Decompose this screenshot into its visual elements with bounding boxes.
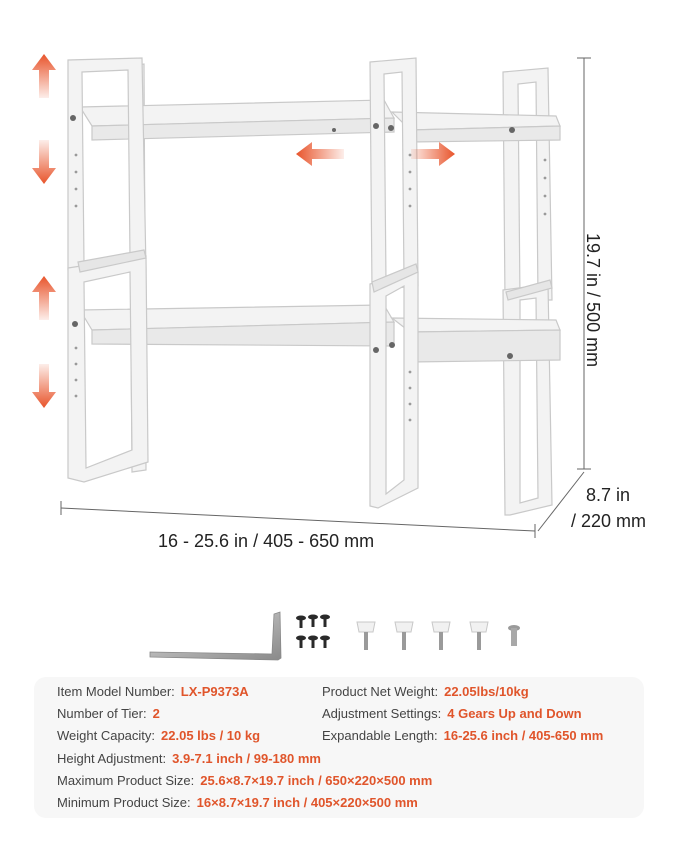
foot-pad-icon	[357, 622, 488, 650]
spec-min-size	[57, 795, 418, 810]
spec-value: 22.05 lbs / 10 kg	[161, 728, 261, 743]
spec-card	[34, 677, 644, 818]
spec-label: Minimum Product Size:	[57, 795, 191, 810]
spec-adjustment	[322, 706, 582, 721]
arrow-down-icon	[32, 140, 56, 184]
arrow-up-icon	[32, 276, 56, 320]
frame-front-left-lower	[68, 256, 148, 482]
arrow-left-icon	[296, 142, 344, 166]
dimension-depth-mm: / 220 mm	[571, 511, 647, 531]
spec-value: 16×8.7×19.7 inch / 405×220×500 mm	[196, 795, 418, 810]
spec-label: Item Model Number:	[57, 684, 175, 699]
spec-label: Expandable Length:	[322, 728, 438, 743]
spec-value: 25.6×8.7×19.7 inch / 650×220×500 mm	[200, 773, 433, 788]
spec-value: LX-P9373A	[180, 684, 249, 699]
arrow-right-icon	[411, 142, 455, 166]
hex-key-icon	[150, 612, 281, 660]
frame-front-middle-upper	[370, 58, 418, 290]
spec-value: 22.05lbs/10kg	[444, 684, 529, 699]
frame-front-middle-lower	[370, 272, 418, 508]
dimension-width: 16 - 25.6 in / 405 - 650 mm	[158, 531, 375, 551]
spec-max-size	[57, 773, 432, 788]
dimension-depth-inch: 8.7 in	[586, 485, 631, 505]
spec-label: Number of Tier:	[57, 706, 147, 721]
frame-back-right-upper	[503, 68, 552, 300]
spec-label: Maximum Product Size:	[57, 773, 195, 788]
spare-screw-icon	[508, 625, 520, 646]
spec-label: Height Adjustment:	[57, 751, 167, 766]
arrow-down-icon	[32, 364, 56, 408]
spec-label: Weight Capacity:	[57, 728, 156, 743]
frame-back-right-lower	[503, 284, 552, 515]
screw-set-icon	[296, 615, 330, 649]
dimension-height: 19.7 in / 500 mm	[583, 233, 603, 368]
shelf-rack	[68, 58, 560, 515]
arrow-up-icon	[32, 54, 56, 98]
spec-value: 3.9-7.1 inch / 99-180 mm	[172, 751, 321, 766]
shelf-bottom-right-front	[410, 330, 560, 362]
spec-tiers	[57, 706, 160, 721]
spec-expandable	[322, 728, 603, 743]
spec-model	[57, 684, 249, 699]
spec-value: 2	[152, 706, 160, 721]
frame-front-left-upper	[68, 58, 146, 276]
spec-label: Product Net Weight:	[322, 684, 439, 699]
spec-value: 16-25.6 inch / 405-650 mm	[443, 728, 604, 743]
spec-label: Adjustment Settings:	[322, 706, 442, 721]
spec-value: 4 Gears Up and Down	[447, 706, 582, 721]
spec-net-weight	[322, 684, 529, 699]
spec-capacity	[57, 728, 260, 743]
spec-height	[57, 751, 321, 766]
